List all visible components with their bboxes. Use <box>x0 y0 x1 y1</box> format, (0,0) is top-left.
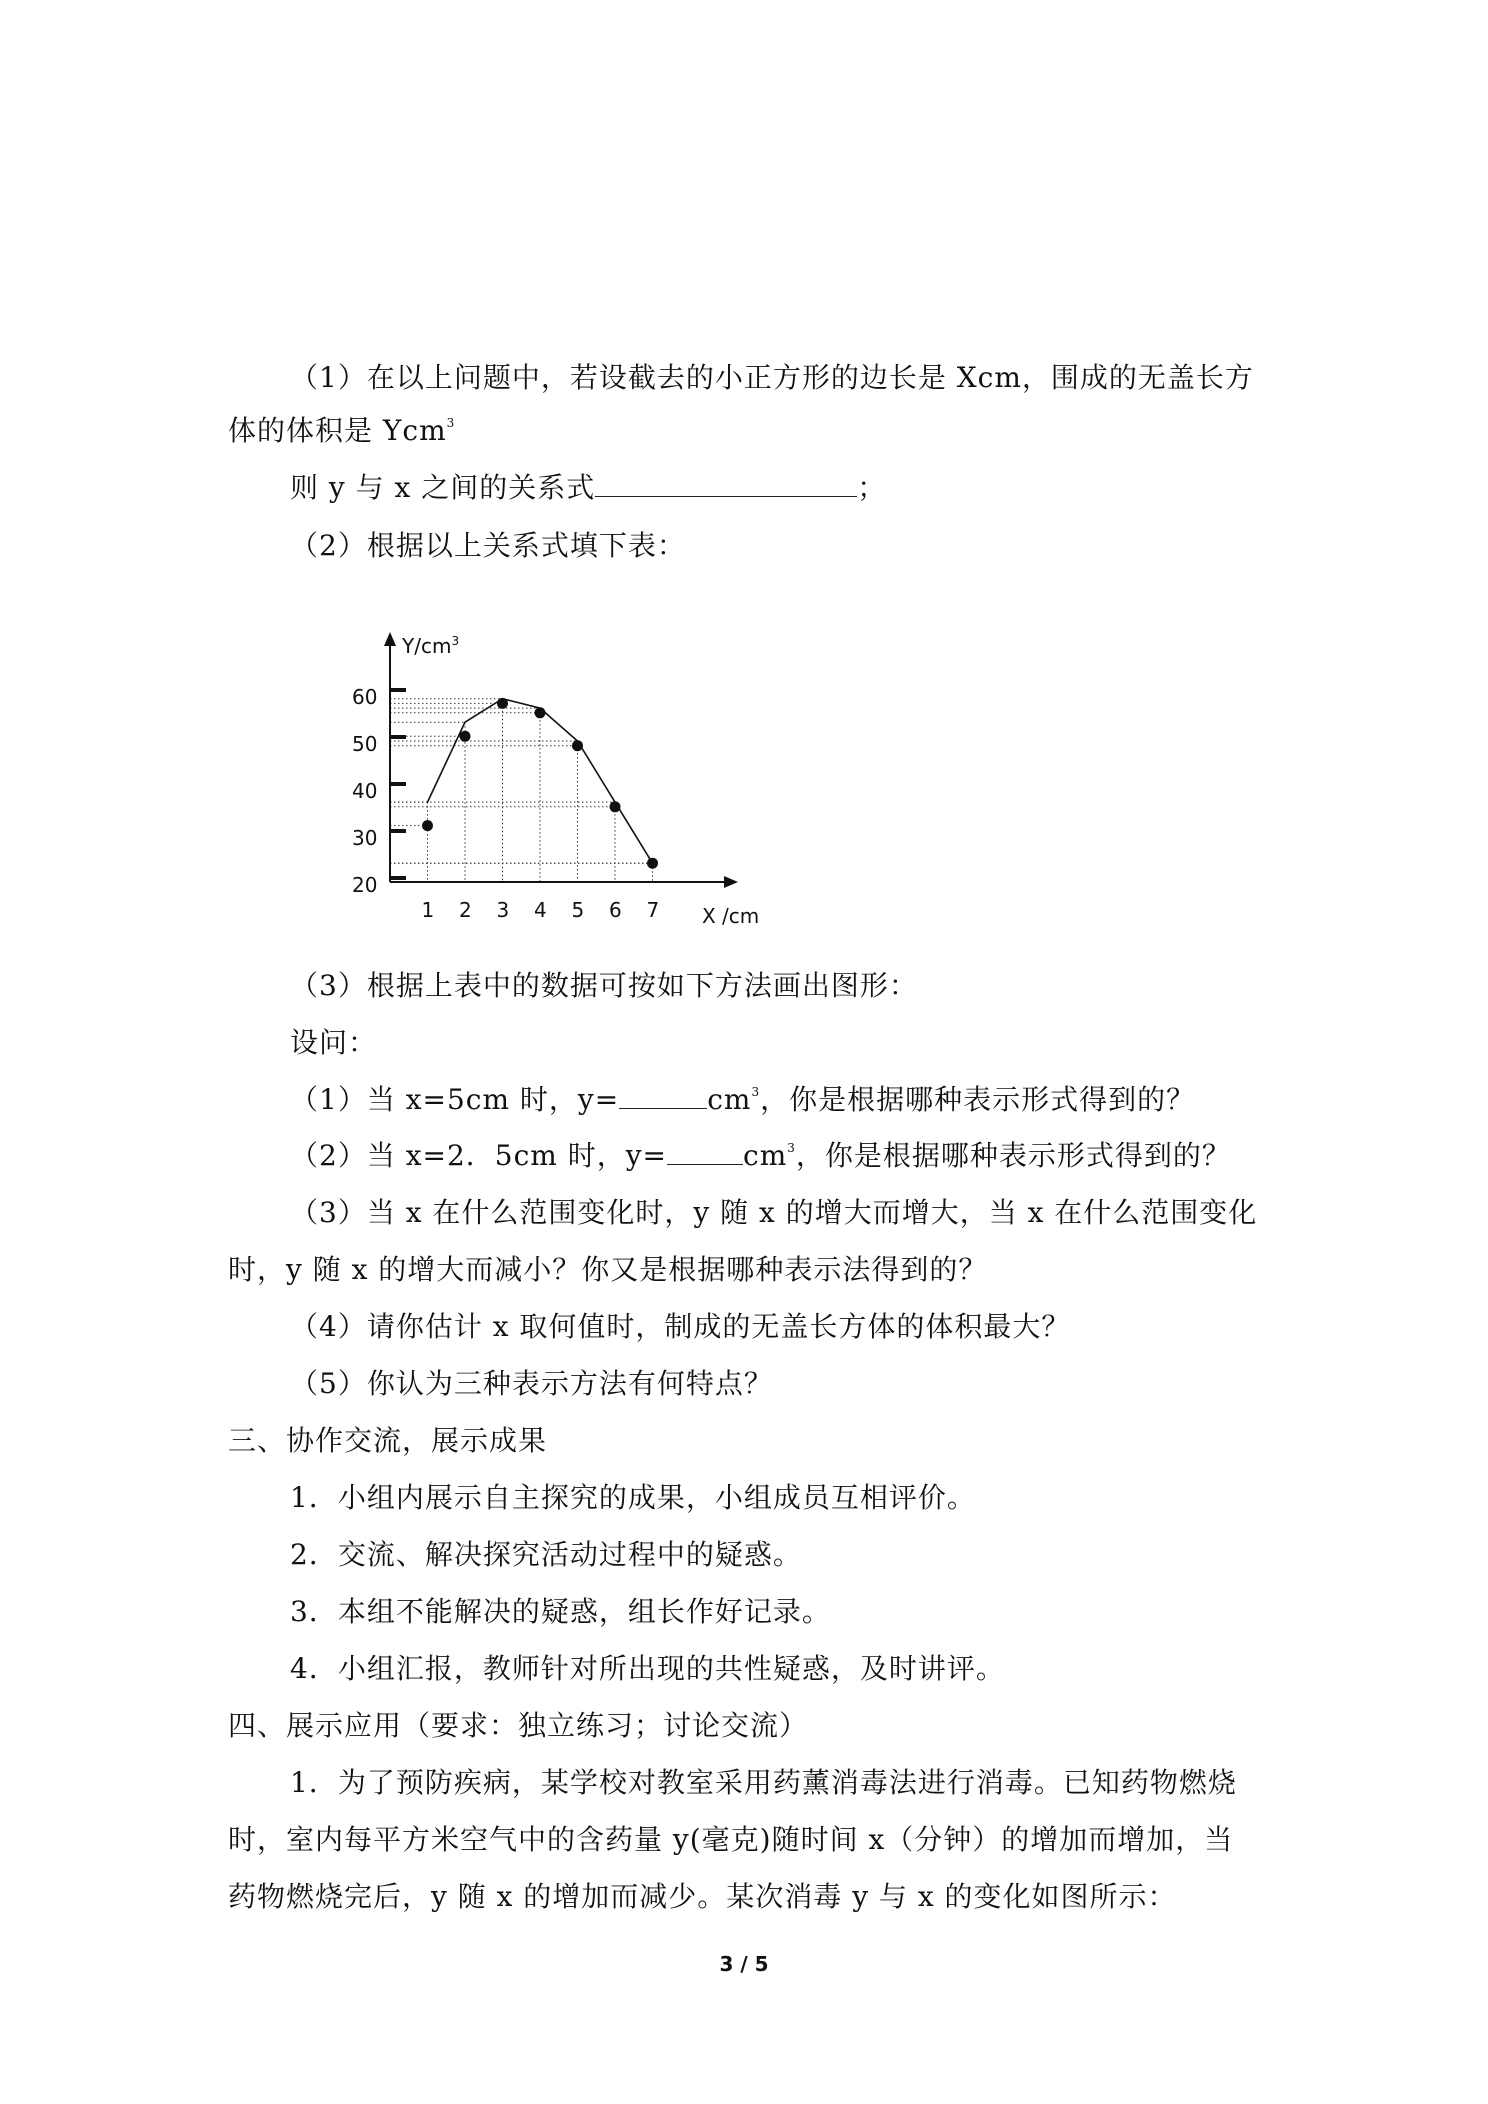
question-2-tail: ，你是根据哪种表示形式得到的？ <box>795 1139 1231 1172</box>
x-tick-label: 7 <box>646 898 660 922</box>
question-1-unit: cm <box>707 1083 752 1116</box>
x-tick-label: 5 <box>571 898 585 922</box>
x-axis-arrow <box>724 876 738 888</box>
y-axis-arrow <box>384 632 396 646</box>
data-point <box>647 858 658 869</box>
question-2 <box>290 1136 1231 1176</box>
y-tick-label: 20 <box>352 873 378 897</box>
question-1 <box>290 1080 1195 1120</box>
x-tick-label: 6 <box>609 898 622 922</box>
y-tick-label: 30 <box>352 826 378 850</box>
question-1-tail: ，你是根据哪种表示形式得到的？ <box>760 1083 1196 1116</box>
paragraph-2: （2）根据以上关系式填下表： <box>290 529 686 562</box>
y-tick-label: 60 <box>352 685 378 709</box>
data-point <box>497 698 508 709</box>
x-axis-label: X /cm <box>702 904 760 928</box>
y-axis-label: $Y/cm^3$ <box>402 634 460 658</box>
question-2-blank <box>667 1138 743 1165</box>
question-3-line-1: （3）当 x 在什么范围变化时，y 随 x 的增大而增大，当 x 在什么范围变化 <box>290 1196 1258 1229</box>
question-2-sup: 3 <box>787 1141 796 1155</box>
section-4-para-line-2: 时，室内每平方米空气中的含药量 y(毫克)随时间 x（分钟）的增加而增加，当 <box>228 1823 1234 1856</box>
data-point <box>610 801 621 812</box>
x-tick-label: 4 <box>534 898 547 922</box>
x-tick-label: 2 <box>459 898 472 922</box>
volume-chart <box>352 630 780 940</box>
section-3-item-4: 4．小组汇报，教师针对所出现的共性疑惑，及时讲评。 <box>290 1652 1005 1685</box>
section-4-para-line-1: 1．为了预防疾病，某学校对教室采用药薰消毒法进行消毒。已知药物燃烧 <box>290 1766 1237 1799</box>
section-3-item-3: 3．本组不能解决的疑惑，组长作好记录。 <box>290 1595 831 1628</box>
data-point <box>535 707 546 718</box>
relation-text: 则 y 与 x 之间的关系式 <box>290 471 596 504</box>
relation-tail: ； <box>857 471 887 504</box>
data-point <box>572 740 583 751</box>
chart-axes <box>384 632 738 888</box>
y-tick-label: 50 <box>352 732 378 756</box>
question-1-text: （1）当 x=5cm 时，y= <box>290 1083 620 1116</box>
relation-line <box>290 468 886 508</box>
relation-blank <box>595 470 857 497</box>
page-number: 3 / 5 <box>719 1952 769 1976</box>
paragraph-3: （3）根据上表中的数据可按如下方法画出图形： <box>290 969 918 1002</box>
section-4-para-line-3: 药物燃烧完后，y 随 x 的增加而减少。某次消毒 y 与 x 的变化如图所示： <box>228 1880 1177 1913</box>
question-3-line-2: 时，y 随 x 的增大而减小？你又是根据哪种表示法得到的？ <box>228 1253 988 1286</box>
section-4-title: 四、展示应用（要求：独立练习；讨论交流） <box>228 1709 809 1742</box>
question-1-blank <box>619 1082 707 1109</box>
chart-series <box>422 698 658 869</box>
paragraph-1-line-1: （1）在以上问题中，若设截去的小正方形的边长是 Xcm，围成的无盖长方 <box>290 361 1254 394</box>
section-3-title: 三、协作交流，展示成果 <box>228 1424 548 1457</box>
paragraph-1-text: 体的体积是 Ycm <box>228 414 447 447</box>
superscript-3: 3 <box>446 416 456 430</box>
section-3-item-1: 1．小组内展示自主探究的成果，小组成员互相评价。 <box>290 1481 976 1514</box>
y-tick-label: 40 <box>352 779 378 803</box>
question-1-sup: 3 <box>751 1085 761 1099</box>
data-point <box>422 820 433 831</box>
question-2-unit: cm <box>743 1139 788 1172</box>
x-tick-label: 3 <box>496 898 510 922</box>
data-point <box>460 731 471 742</box>
question-heading: 设问： <box>290 1026 378 1059</box>
question-5: （5）你认为三种表示方法有何特点？ <box>290 1367 773 1400</box>
section-3-item-2: 2．交流、解决探究活动过程中的疑惑。 <box>290 1538 802 1571</box>
x-tick-label: 1 <box>421 898 435 922</box>
chart-grid <box>390 699 653 882</box>
y-axis-label-sup: 3 <box>451 634 460 648</box>
question-4: （4）请你估计 x 取何值时，制成的无盖长方体的体积最大？ <box>290 1310 1071 1343</box>
paragraph-1-line-2 <box>228 411 455 451</box>
question-2-text: （2）当 x=2．5cm 时，y= <box>290 1139 668 1172</box>
